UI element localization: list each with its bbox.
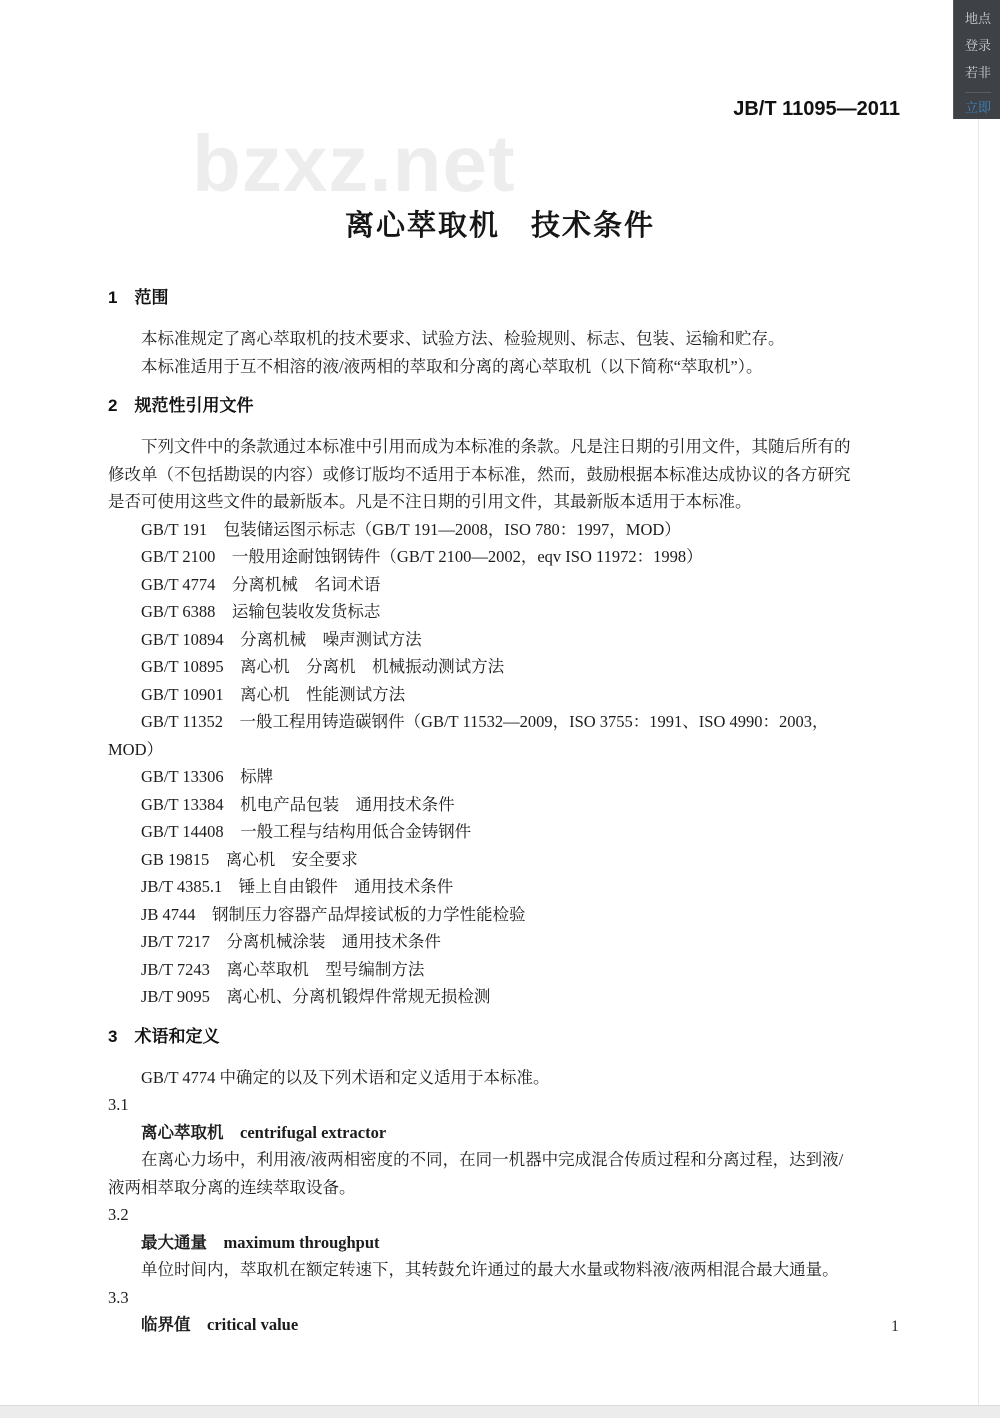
body-line: 本标准适用于互不相溶的液/液两相的萃取和分离的离心萃取机（以下简称“萃取机”）。: [141, 356, 763, 376]
body-line: GB/T 4774 中确定的以及下列术语和定义适用于本标准。: [141, 1067, 550, 1087]
reference-item: JB/T 7243 离心萃取机 型号编制方法: [141, 959, 425, 979]
clause-number: 3.3: [108, 1287, 129, 1307]
term-heading: 临界值 critical value: [141, 1315, 299, 1334]
body-line: 是否可使用这些文件的最新版本。凡是不注日期的引用文件，其最新版本适用于本标准。: [108, 492, 752, 511]
reference-item: GB/T 14408 一般工程与结构用低合金铸钢件: [141, 822, 472, 841]
reference-item: GB/T 2100 一般用途耐蚀钢铸件（GB/T 2100—2002，eqv ISO 11972：1998）: [141, 547, 703, 566]
body-line: 下列文件中的条款通过本标准中引用而成为本标准的条款。凡是注日期的引用文件，其随后所有的: [141, 437, 851, 456]
reference-item: GB/T 191 包装储运图示标志（GB/T 191—2008，ISO 780：1997，MOD）: [141, 519, 681, 539]
term-heading: 最大通量 maximum throughput: [141, 1232, 380, 1252]
reference-item: GB/T 10894 分离机械 噪声测试方法: [141, 629, 422, 649]
document-title: 离心萃取机 技术条件: [344, 210, 655, 242]
section-heading: 1 范围: [108, 288, 169, 307]
body-line: 在离心力场中，利用液/液两相密度的不同，在同一机器中完成混合传质过程和分离过程，达到液/: [141, 1150, 844, 1169]
reference-item: GB/T 6388 运输包装收发货标志: [141, 602, 381, 621]
overlay-item-location: 地点: [965, 11, 992, 26]
clause-number: 3.1: [108, 1095, 129, 1114]
body-line: 单位时间内，萃取机在额定转速下，其转鼓允许通过的最大水量或物料液/液两相混合最大通量。: [141, 1260, 839, 1279]
account-overlay-panel: [953, 0, 1000, 119]
reference-item: GB/T 4774 分离机械 名词术语: [141, 574, 381, 594]
section-heading: 3 术语和定义: [108, 1026, 220, 1046]
overlay-divider: [965, 92, 991, 93]
download-now-link[interactable]: 立即: [965, 100, 992, 115]
standard-number: JB/T 11095—2011: [733, 98, 900, 120]
reference-item: JB 4744 钢制压力容器产品焊接试板的力学性能检验: [141, 904, 526, 924]
reference-item: JB/T 4385.1 锤上自由锻件 通用技术条件: [141, 877, 454, 896]
page-edge-divider: [978, 0, 979, 1405]
reference-item: GB/T 10895 离心机 分离机 机械振动测试方法: [141, 657, 505, 676]
term-heading: 离心萃取机 centrifugal extractor: [141, 1122, 387, 1142]
reference-item: JB/T 9095 离心机、分离机锻焊件常规无损检测: [141, 987, 491, 1006]
body-line: 液两相萃取分离的连续萃取设备。: [108, 1177, 356, 1197]
reference-item: GB/T 11352 一般工程用铸造碳钢件（GB/T 11532—2009，ISO 3755：1991、ISO 4990：2003，: [141, 712, 829, 731]
reference-item: GB/T 13384 机电产品包装 通用技术条件: [141, 794, 455, 814]
watermark-text: bzxz.net: [192, 119, 516, 208]
reference-item: GB 19815 离心机 安全要求: [141, 849, 358, 869]
reference-item: JB/T 7217 分离机械涂装 通用技术条件: [141, 932, 441, 951]
body-line: 修改单（不包括勘误的内容）或修订版均不适用于本标准，然而，鼓励根据本标准达成协议的各方研究: [108, 464, 851, 484]
reference-item: GB/T 13306 标牌: [141, 767, 274, 786]
viewer-bottom-bar: [0, 1405, 1000, 1418]
page-number: 1: [891, 1318, 899, 1335]
body-line: MOD）: [108, 739, 164, 759]
document-body: [108, 284, 920, 1339]
body-line: 本标准规定了离心萃取机的技术要求、试验方法、检验规则、标志、包装、运输和贮存。: [141, 329, 785, 348]
overlay-item-login: 登录: [965, 38, 992, 53]
overlay-item-note: 若非: [965, 65, 992, 80]
section-heading: 2 规范性引用文件: [108, 396, 254, 415]
clause-number: 3.2: [108, 1205, 129, 1224]
reference-item: GB/T 10901 离心机 性能测试方法: [141, 684, 406, 704]
